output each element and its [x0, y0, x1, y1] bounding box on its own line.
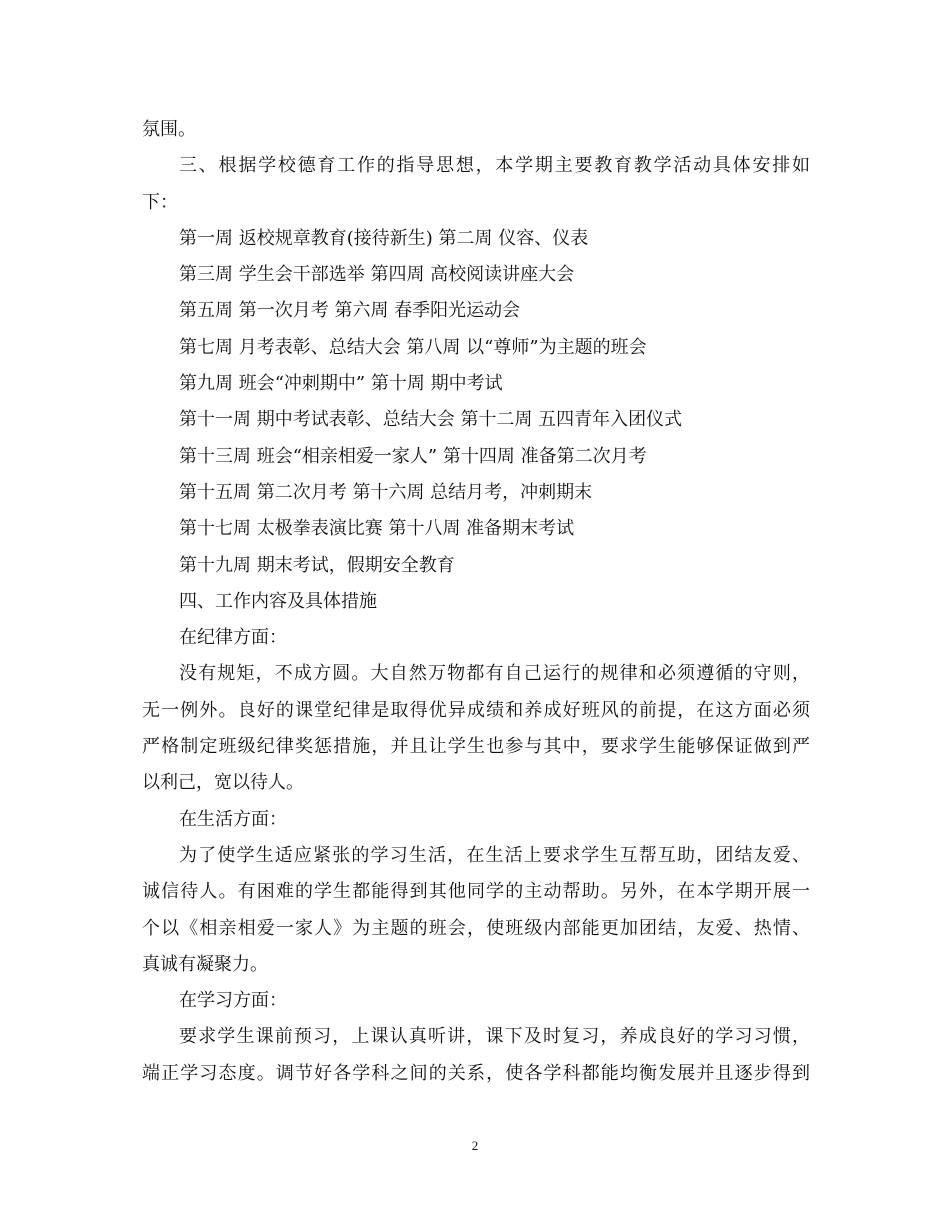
- text-line: 在学习方面：: [179, 990, 287, 1012]
- text-line: 诚信待人。有困难的学生都能得到其他同学的主动帮助。另外，在本学期开展一: [142, 881, 810, 903]
- text-line: 第十九周 期末考试，假期安全教育: [179, 554, 455, 576]
- document-body: [142, 112, 810, 1092]
- text-line: 第七周 月考表彰、总结大会 第八周 以“尊师”为主题的班会: [179, 336, 647, 358]
- text-line: 真诚有凝聚力。: [142, 953, 268, 975]
- text-line: 第一周 返校规章教育(接待新生) 第二周 仪容、仪表: [179, 227, 589, 249]
- text-line: 下：: [142, 191, 178, 213]
- page-number: 2: [471, 1138, 479, 1153]
- text-line: 没有规矩，不成方圆。大自然万物都有自己运行的规律和必须遵循的守则，: [179, 663, 810, 685]
- text-line: 第十一周 期中考试表彰、总结大会 第十二周 五四青年入团仪式: [179, 409, 683, 431]
- text-line: 在纪律方面：: [179, 627, 287, 649]
- text-line: 第三周 学生会干部选举 第四周 高校阅读讲座大会: [179, 264, 575, 286]
- text-line: 端正学习态度。调节好各学科之间的关系，使各学科都能均衡发展并且逐步得到: [142, 1062, 810, 1084]
- text-line: 在生活方面：: [179, 808, 287, 830]
- text-line: 为了使学生适应紧张的学习生活，在生活上要求学生互帮互助，团结友爱、: [179, 844, 810, 866]
- text-line: 氛围。: [142, 119, 196, 140]
- text-line: 个以《相亲相爱一家人》为主题的班会，使班级内部能更加团结，友爱、热情、: [142, 917, 810, 939]
- text-line: 无一例外。良好的课堂纪律是取得优异成绩和养成好班风的前提，在这方面必须: [142, 699, 810, 721]
- text-line: 四、工作内容及具体措施: [179, 590, 377, 612]
- text-line: 第十三周 班会“相亲相爱一家人” 第十四周 准备第二次月考: [179, 445, 647, 467]
- text-line: 三、根据学校德育工作的指导思想，本学期主要教育教学活动具体安排如: [179, 155, 810, 177]
- text-line: 以利己，宽以待人。: [142, 772, 304, 794]
- text-line: 严格制定班级纪律奖惩措施，并且让学生也参与其中，要求学生能够保证做到严: [142, 736, 810, 758]
- text-line: 第十七周 太极拳表演比赛 第十八周 准备期末考试: [179, 518, 575, 540]
- text-line: 要求学生课前预习，上课认真听讲，课下及时复习，养成良好的学习习惯，: [179, 1026, 810, 1048]
- text-line: 第五周 第一次月考 第六周 春季阳光运动会: [179, 300, 521, 322]
- text-line: 第十五周 第二次月考 第十六周 总结月考，冲刺期末: [179, 481, 593, 503]
- text-line: 第九周 班会“冲刺期中” 第十周 期中考试: [179, 373, 503, 395]
